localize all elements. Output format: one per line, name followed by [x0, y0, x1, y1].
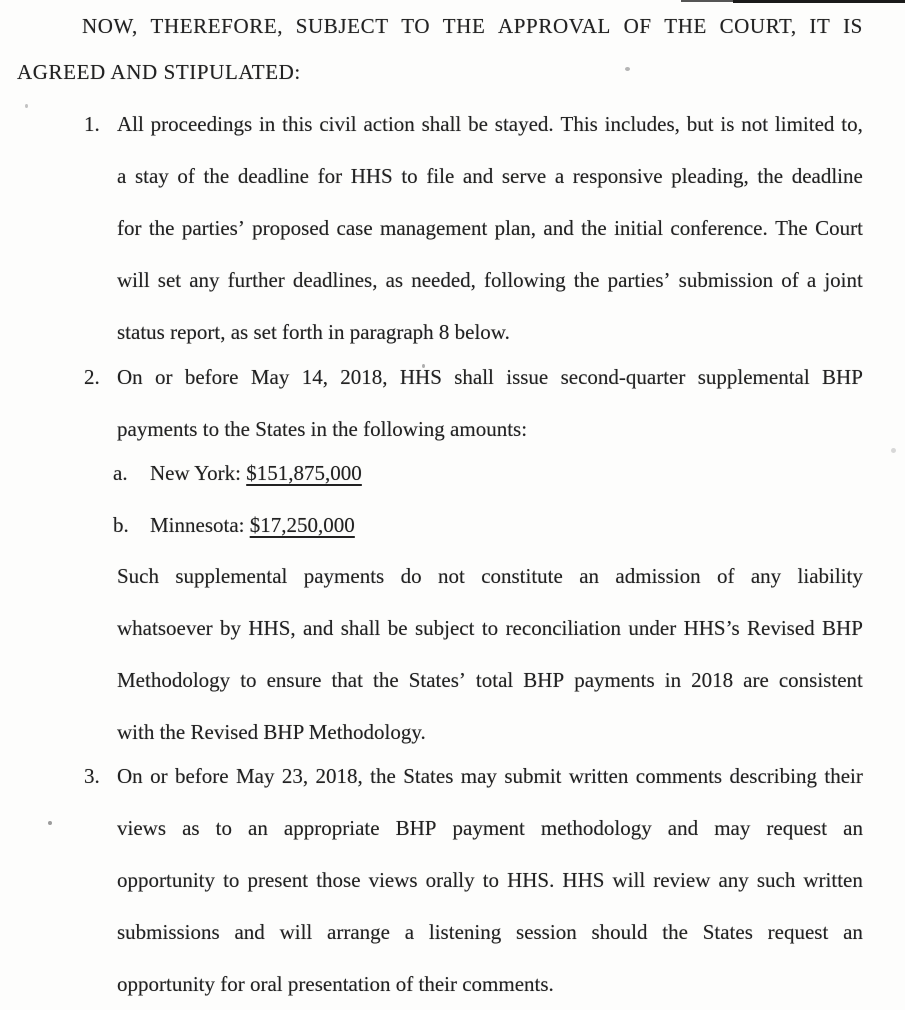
- scan-speck: [625, 67, 630, 71]
- item-2-continuation: [117, 550, 863, 758]
- document-line: opportunity to present those views orally to HHS. HHS will review any such written: [117, 868, 863, 892]
- document-line: Such supplemental payments do not constitute an admission of any liability: [117, 564, 863, 588]
- list-item-marker: 1.: [84, 112, 100, 136]
- document-line: All proceedings in this civil action shall be stayed. This includes, but is not limited to,: [117, 112, 863, 136]
- document-line: will set any further deadlines, as needed, following the parties’ submission of a joint: [117, 268, 863, 292]
- document-line: views as to an appropriate BHP payment methodology and may request an: [117, 816, 863, 840]
- list-item-2: [84, 351, 863, 758]
- scan-artifact-bar-faint: [681, 0, 733, 2]
- list-item-marker: 2.: [84, 365, 100, 389]
- document-line: AGREED AND STIPULATED:: [17, 60, 301, 84]
- list-item-1: [84, 98, 863, 358]
- list-item-marker: 3.: [84, 764, 100, 788]
- scan-speck: [48, 821, 52, 825]
- payment-amount-minnesota: $17,250,000: [249, 513, 355, 537]
- scan-artifact-bar: [733, 0, 905, 3]
- document-line: On or before May 23, 2018, the States may submit written comments describing their: [117, 764, 863, 788]
- document-line: opportunity for oral presentation of their comments.: [117, 972, 554, 996]
- document-line: a stay of the deadline for HHS to file and serve a responsive pleading, the deadline: [117, 164, 863, 188]
- document-line: submissions and will arrange a listening session should the States request an: [117, 920, 863, 944]
- sub-item-label: Minnesota:: [150, 513, 245, 537]
- document-line: NOW, THEREFORE, SUBJECT TO THE APPROVAL OF THE COURT, IT IS: [82, 14, 863, 38]
- sub-item-label: New York:: [150, 461, 242, 485]
- opening-paragraph: [17, 0, 863, 98]
- document-line: for the parties’ proposed case management plan, and the initial conference. The Court: [117, 216, 863, 240]
- document-line: whatsoever by HHS, and shall be subject to reconciliation under HHS’s Revised BHP: [117, 616, 863, 640]
- scan-speck: [891, 448, 896, 453]
- scan-speck: [25, 104, 28, 108]
- sub-item-newyork: [113, 447, 863, 499]
- sub-item-marker: a.: [113, 461, 128, 485]
- payment-amount-newyork: $151,875,000: [246, 461, 362, 485]
- document-line: status report, as set forth in paragraph 8 below.: [117, 320, 510, 344]
- document-line: payments to the States in the following amounts:: [117, 417, 528, 441]
- list-item-3: [84, 750, 863, 1010]
- document-line: On or before May 14, 2018, HHS shall issue second-quarter supplemental BHP: [117, 365, 863, 389]
- sub-item-list: [113, 447, 863, 551]
- sub-item-minnesota: [113, 499, 863, 551]
- document-line: with the Revised BHP Methodology.: [117, 720, 426, 744]
- document-line: Methodology to ensure that the States’ total BHP payments in 2018 are consistent: [117, 668, 863, 692]
- sub-item-marker: b.: [113, 513, 129, 537]
